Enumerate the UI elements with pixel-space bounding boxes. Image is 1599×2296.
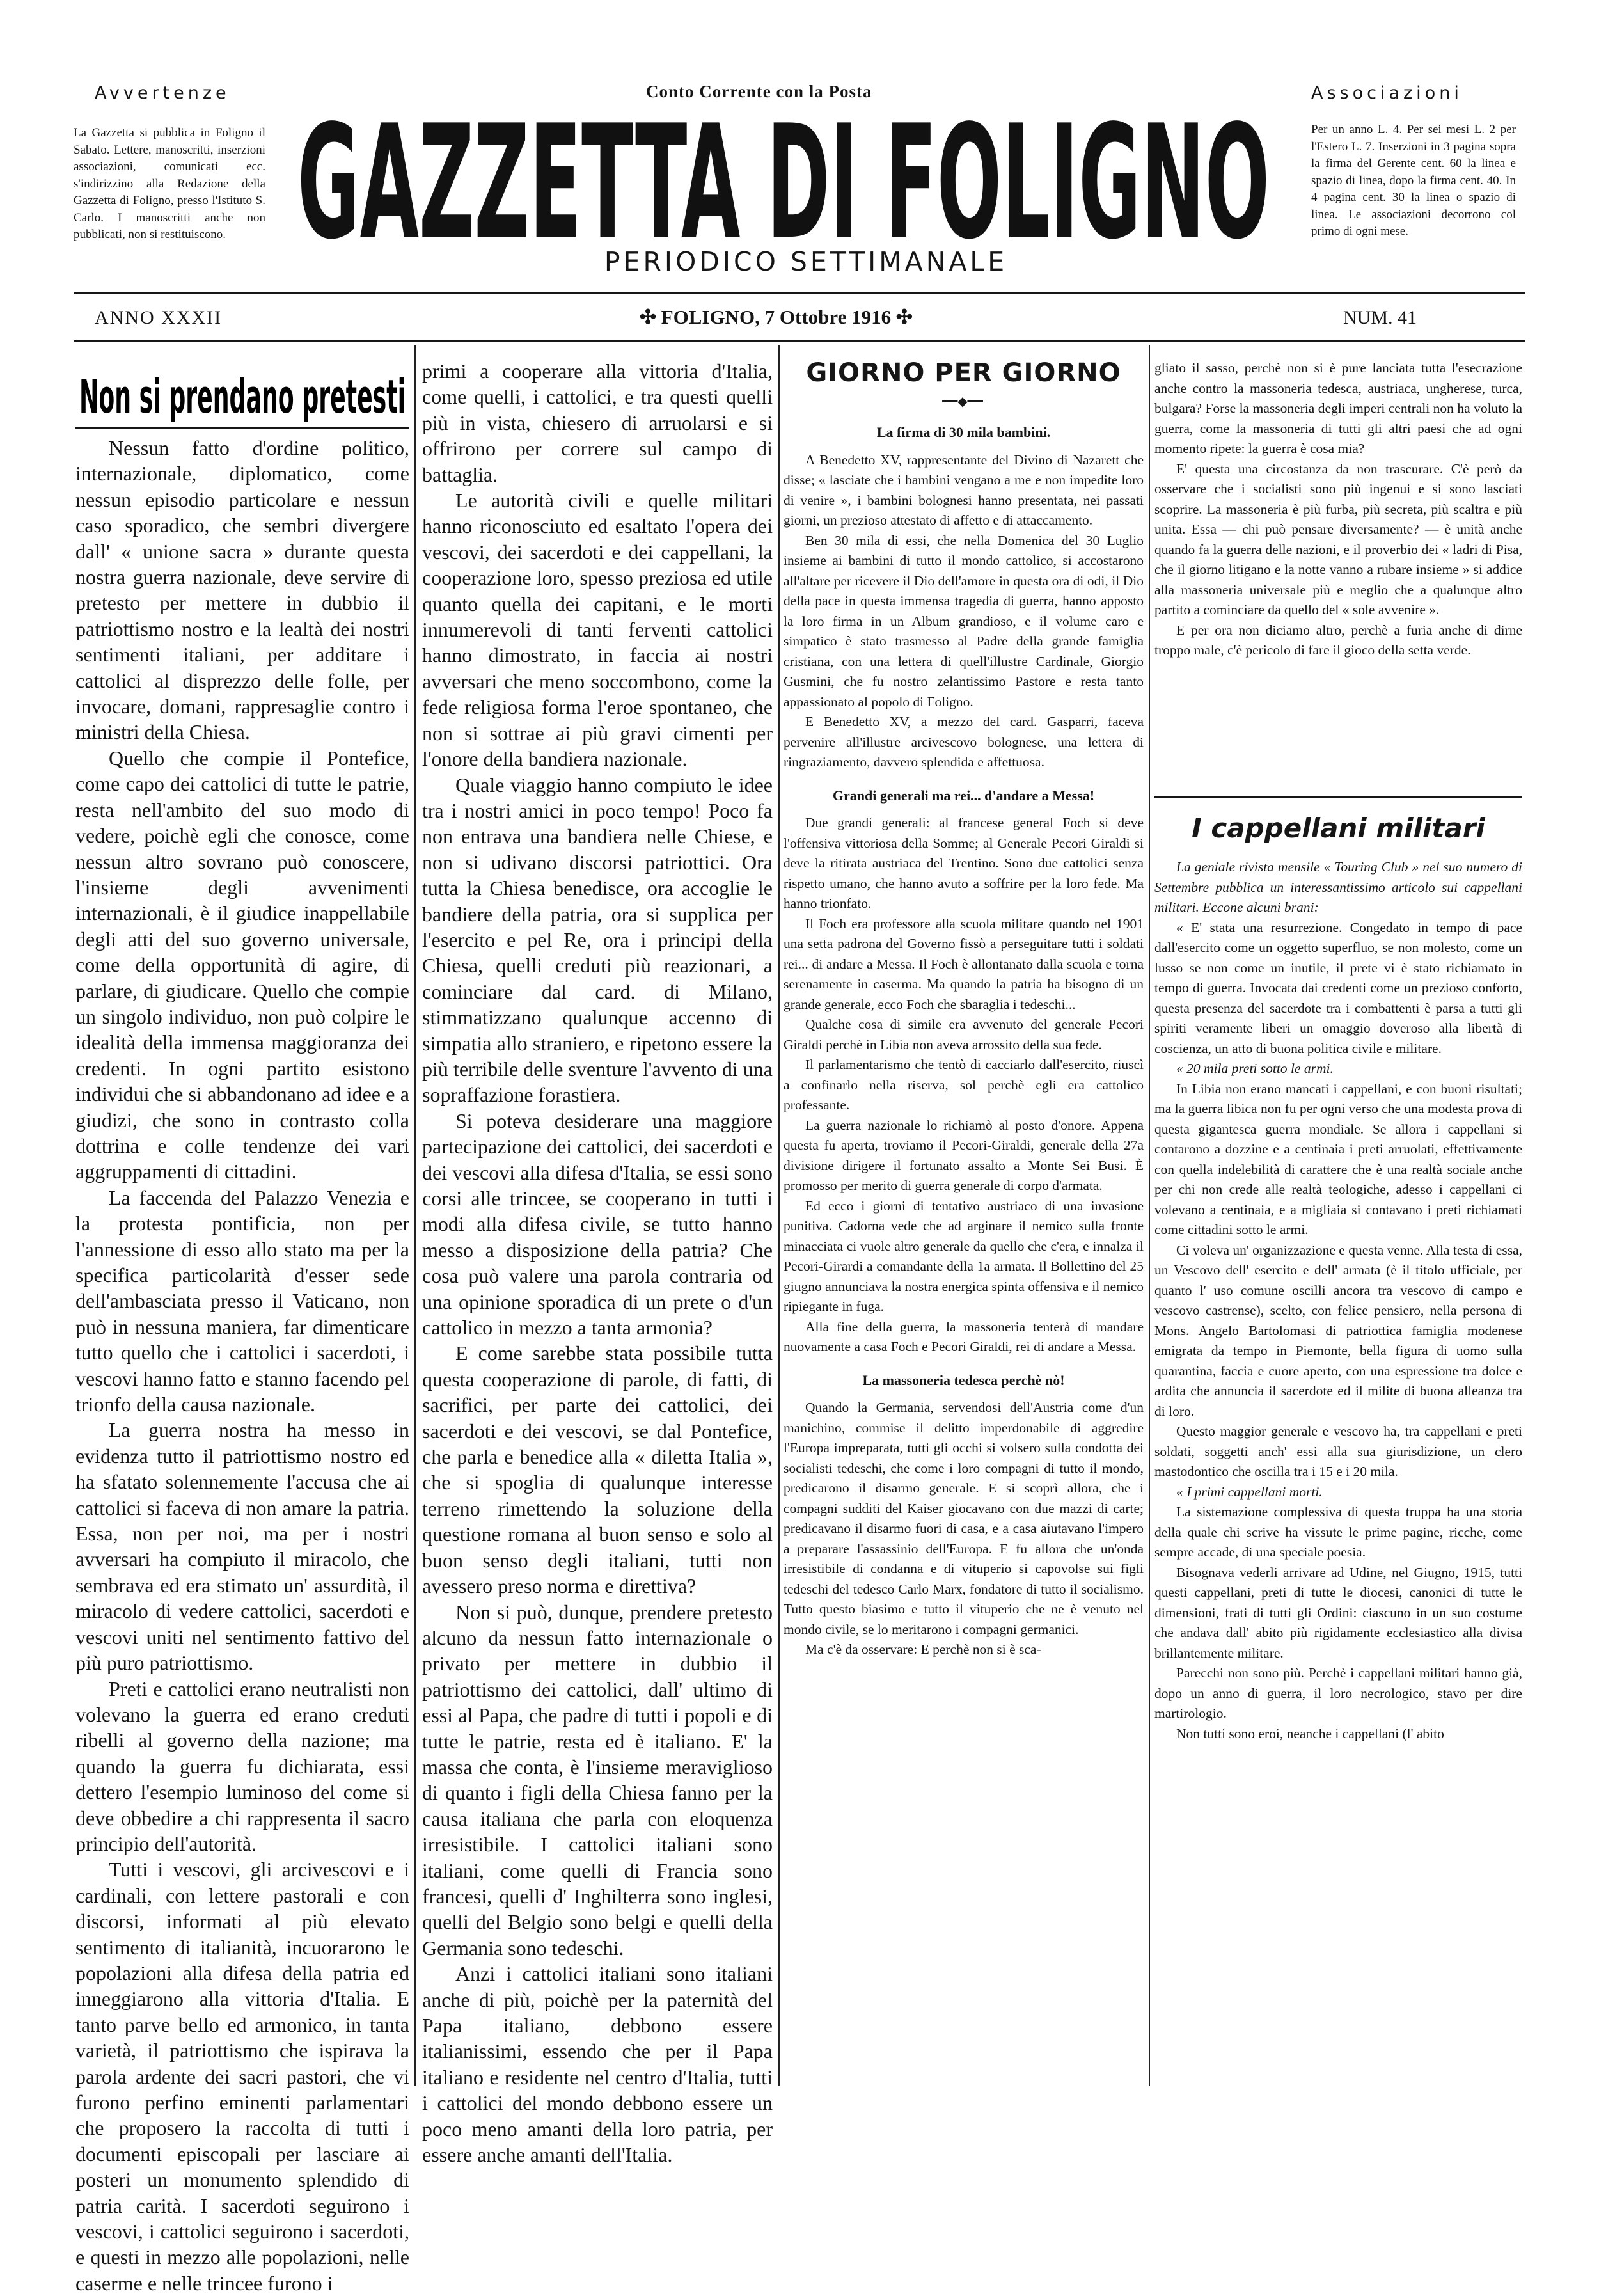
article-headline	[75, 361, 409, 422]
paragraph: Due grandi generali: al francese general Foch si deve l'offensiva vittoriosa della Somme; al Generale Pecori Giraldi si deve la ritirata austriaca del Trentino. Sono due cattolici senza rispetto umano, che hanno avuto a soffrire per la loro fede. Ma hanno trionfato.	[784, 815, 1144, 911]
section-rule	[1154, 796, 1522, 798]
paragraph: La guerra nostra ha messo in evidenza tutto il patriottismo nostro ed ha sfatato solennemente l'accusa che ai cattolici si faceva di non amare la patria. Essa, non per noi, ma per i nostri avversari ha compiuto il miracolo, che sembrava ed era stimato un' assurdità, il miracolo di vedere cattolici, sacerdoti e vescovi uniti nel sentimento fattivo del più puro patriottismo.	[75, 1418, 409, 1675]
dateline-number: NUM. 41	[1343, 307, 1417, 328]
section-ornament-icon: ━━◆━━	[942, 395, 983, 409]
masthead-left-label: Avvertenze	[95, 83, 230, 103]
newspaper-title	[291, 102, 1276, 269]
paragraph: Quello che compie il Pontefice, come capo dei cattolici di tutte le patrie, resta nell'ambito del suo modo di vedere, poichè egli che conosce, come nessun altro sovrano può conoscere, l'insieme degli avvenimenti internazionali, è il giudice inappellabile degli atti del suo governo universale, come della opportunità di agire, di parlare, di giudicare. Quello che compie un singolo individuo, non può colpire le idealità della immensa maggioranza dei credenti. In ogni partito esistono individui che si abbandonano ad idee e a giudizi, che sono in contrasto colla dottrina e colle tendenze dei vari aggruppamenti di cittadini.	[75, 746, 409, 1184]
paragraph: Parecchi non sono più. Perchè i cappellani militari hanno già, dopo un anno di guerra, il loro necrologico, stavo per dire martirologio.	[1154, 1665, 1522, 1721]
paragraph: Le autorità civili e quelle militari hanno riconosciuto ed esaltato l'opera dei vescovi, dei sacerdoti e dei cappellani, la cooperazione loro, spesso preziosa ed utile quanto quella dei capitani, e le morti innumerevoli di tanti ferventi cattolici hanno dimostrato, in faccia ai nostri avversari che meno soccombono, come la fede religiosa forma l'eroe spontaneo, che non si sottrae ai più gravi cimenti per l'onore della bandiera nazionale.	[422, 489, 773, 771]
ornament-left-icon: ✣	[640, 306, 661, 328]
paragraph: E Benedetto XV, a mezzo del card. Gasparri, faceva pervenire all'illustre arcivescovo bolognese, una lettera di ringraziamento, davvero splendida e affettuosa.	[784, 714, 1144, 770]
paragraph: Qualche cosa di simile era avvenuto del generale Pecori Giraldi perchè in Libia non aveva arrossito della sua fede.	[784, 1017, 1144, 1052]
paragraph: Il Foch era professore alla scuola militare quando nel 1901 una setta padrona del Governo fissò a perseguitare tutti i soldati rei... di andare a Messa. Il Foch è allontanato dalla scuola e torna serenamente in caserma. Ma quando la patria ha bisogno di un grande generale, ecco Foch che sbaraglia i tedeschi...	[784, 915, 1144, 1012]
article-column-2	[422, 358, 773, 2167]
column-rule-1	[414, 345, 416, 2086]
article-headline-text: Non si prendano pretesti	[79, 370, 406, 422]
paragraph: Non tutti sono eroi, neanche i cappellani (l' abito	[1176, 1725, 1444, 1741]
paragraph: Anzi i cattolici italiani sono italiani anche di più, poichè per la paternità del Papa italiano, debbono essere italianissimi, essendo che per il Papa italiano e residente nel centro d'Italia, tutti i cattolici del mondo debbono essere un poco meno amanti della loro patria, per essere anche amanti dell'Italia.	[422, 1962, 773, 2167]
paragraph: Ed ecco i giorni di tentativo austriaco di una invasione punitiva. Cadorna vede che ad arginare il nemico sulla fronte minacciata ci vuole altro generale da quello che c'era, e innalza il Pecori-Girardi a comandante della 1a armata. Il Bollettino del 25 giugno annunciava la nostra energica spinta offensiva e il nemico ripiegante in fuga.	[784, 1198, 1144, 1314]
dateline-rule	[74, 340, 1525, 342]
paragraph: E per ora non diciamo altro, perchè a furia anche di dirne troppo male, c'è pericolo di fare il gioco della setta verde.	[1154, 622, 1522, 658]
ornament-right-icon: ✣	[891, 306, 913, 328]
giorno-column	[784, 409, 1144, 1660]
paragraph: Preti e cattolici erano neutralisti non volevano la guerra ed erano creduti ribelli al governo della nazione; ma quando la guerra fu dichiarata, essi dettero l'esempio luminoso del come si deve obbedire a chi rappresenta il sacro principio dell'autorità.	[75, 1677, 409, 1855]
paragraph: Questo maggior generale e vescovo ha, tra cappellani e preti soldati, soggetti anch' essi alla sua giurisdizione, un clero mastodontico che oscilla tra i 15 e i 20 mila.	[1154, 1423, 1522, 1479]
column-rule-3	[1149, 345, 1150, 2086]
paragraph: Nessun fatto d'ordine politico, internazionale, diplomatico, come nessun episodio particolare e nessun caso sporadico, che sembri divergere dall' « unione sacra » durante questa nostra guerra nazionale, deve servire di pretesto per mettere in dubbio il patriottismo nostro e la lealtà dei nostri sentimenti italiani, per additare i cattolici al disprezzo delle folle, per invocare, domani, rappresaglie contro i ministri della Chiesa.	[75, 436, 409, 744]
dateline-year: ANNO XXXII	[95, 307, 223, 328]
paragraph: Bisognava vederli arrivare ad Udine, nel Giugno, 1915, tutti questi cappellani, preti di tutte le diocesi, canonici di tutte le dimensioni, frati di tutti gli Ordini: ciascuno in un suo costume che andava dall' abito più rigidamente ecclesiastico alla divisa brillantemente militare.	[1154, 1564, 1522, 1661]
paragraph: gliato il sasso, perchè non si è pure lanciata tutta l'esecrazione anche contro la massoneria tedesca, austriaca, ungherese, turca, bulgara? Forse la massoneria degli imperi centrali non ha voluto la guerra, come la massoneria di tutti gli altri paesi che ad ogni momento ripete: la guerra è cosa mia?	[1154, 360, 1522, 456]
masthead-left-note: La Gazzetta si pubblica in Foligno il Sabato. Lettere, manoscritti, inserzioni associazioni, comunicati ecc. s'indirizzino alla Redazione della Gazzetta di Foligno, presso l'Istituto S. Carlo. I manoscritti anche non pubblicati, non si restituiscono.	[74, 126, 265, 241]
paragraph: Si poteva desiderare una maggiore partecipazione dei cattolici, dei sacerdoti e dei vescovi alla difesa d'Italia, se essi sono corsi alle trincee, se cooperano in tutti i modi alla difesa civile, se tutto hanno messo a disposizione della patria? Che cosa può valere una parola contraria od una opinione sporadica di un prete o d'un cattolico in mezzo a tanta armonia?	[422, 1109, 773, 1340]
paragraph: primi a cooperare alla vittoria d'Italia, come quelli, i cattolici, e tra questi quelli più in vista, chiesero di arruolarsi e si offrirono per correre sul campo di battaglia.	[422, 360, 773, 486]
paragraph: Alla fine della guerra, la massoneria tenterà di mandare nuovamente a casa Foch e Pecori Giraldi, rei di andare a Messa.	[784, 1318, 1144, 1354]
paragraph: Non si può, dunque, prendere pretesto alcuno da nessun fatto internazionale o privato per mettere in dubbio il patriottismo dei cattolici, dall' ultimo di essi al Papa, che padre di tutti i popoli e di tutte le patrie, resta ed è italiano. E' la massa che conta, è l'insieme meraviglioso di quanto i figli della Chiesa fanno per la causa italiana che parla con eloquenza irresistibile. I cattolici italiani sono italiani, come quelli di Francia sono francesi, quelli d' Inghilterra sono inglesi, quelli del Belgio sono belgi e quelli della Germania sono tedeschi.	[422, 1600, 773, 1960]
subheading: La firma di 30 mila bambini.	[876, 424, 1051, 440]
paragraph: Ben 30 mila di essi, che nella Domenica del 30 Luglio insieme ai bambini di tutto il mondo cattolico, si accostarono all'altare per ricevere il Dio dell'amore in questa ora di odi, il Dio della pace in questa immensa tragedia di guerra, hanno apposto la loro firma in un Album grandioso, e il volume caro e simpatico è stato trasmesso al Padre della grande famiglia cristiana, con una lettera di quell'illustre Cardinale, Giorgio Gusmini, che fu nostro zelantissimo Pastore e resta tanto appassionato al popolo di Foligno.	[784, 532, 1144, 709]
paragraph: In Libia non erano mancati i cappellani, e con buoni risultati; ma la guerra libica non fu per ogni verso che una modesta prova di questa gigantesca guerra mondiale. Se allora i cappellani si contarono a dozzine e a centinaia i preti arruolati, effettivamente con quella indelebilità di carattere che è una realtà sociale anche per chi non crede alle realtà teologiche, adesso i cappellani ci volevano a centinaia, e a migliaia si contavano i preti richiamati come cittadini sotto le armi.	[1154, 1081, 1522, 1237]
masthead-center-label: Conto Corrente con la Posta	[646, 82, 872, 101]
paragraph: A Benedetto XV, rappresentante del Divino di Nazarett che disse; « lasciate che i bambini vengano a me e non impedite loro di venire », i bambini bolognesi hanno presentata, nei passati giorni, un prezioso attestato di affetto e di attaccamento.	[784, 452, 1144, 528]
cappellani-column	[1154, 857, 1522, 1744]
dateline-date	[640, 306, 913, 329]
paragraph: E' questa una circostanza da non trascurare. C'è però da osservare che i socialisti sono più ingenui e si sono lasciati scoprire. La massoneria è più furba, più secreta, più scaltra e più unita. Essa — chi può pensare diversamente? — è unità anche quando fa la guerra delle nazioni, e il proverbio dei « ladri di Pisa, che il giorno litigano e la notte vanno a rubare insieme » si addice alla massoneria universale più e meglio che a qualunque altro partito a cominciare da quello del « sole avvenire ».	[1154, 461, 1522, 617]
masthead-right-label: Associazioni	[1311, 83, 1463, 103]
paragraph: Ma c'è da osservare: E perchè non si è sca-	[805, 1642, 1041, 1657]
paragraph: « E' stata una resurrezione. Congedato in tempo di pace dall'esercito come un oggetto superfluo, se non molesto, come un lusso se non come un inutile, il prete vi è stato richiamato in tempo di guerra. Invocata dai credenti come un prezioso conforto, questa presenza del sacerdote tra i combattenti è parsa a tutti gli spiriti veramente liberi un omaggio doveroso alla libertà di coscienza, un atto di buona politica civile e militare.	[1154, 919, 1522, 1056]
subheading: La massoneria tedesca perchè nò!	[862, 1372, 1065, 1388]
paragraph: E come sarebbe stata possibile tutta questa cooperazione di parole, di fatti, di sacrifici, per parte dei cattolici, dei sacerdoti e dei vescovi, se dal Pontefice, che parla e benedice alla « diletta Italia », che si spoglia di qualunque interesse terreno rimettendo la soluzione della questione romana al buon senso e solo al buon senso degli italiani, tutti non avessero preso norma e direttiva?	[422, 1342, 773, 1598]
intro-paragraph: La geniale rivista mensile « Touring Club » nel suo numero di Settembre pubblica un interessantissimo articolo sui cappellani militari. Eccone alcuni brani:	[1154, 859, 1522, 915]
paragraph: La sistemazione complessiva di questa truppa ha una storia della quale chi scrive ha vissute le prime pagine, ricche, come sempre accade, di una speciale poesia.	[1154, 1504, 1522, 1560]
masthead-rule	[74, 292, 1525, 294]
subheading: « 20 mila preti sotto le armi.	[1176, 1061, 1334, 1076]
paragraph: La guerra nazionale lo richiamò al posto d'onore. Appena questa fu aperta, troviamo il Pecori-Giraldi, generale della 27a divisione dirigere il fortunato assalto a Monte Sei Busi. È promosso per merito di guerra generale di corpo d'armata.	[784, 1117, 1144, 1193]
headline-rule	[75, 427, 409, 429]
cappellani-headline: I cappellani militari	[1192, 812, 1485, 844]
column-rule-2	[778, 345, 780, 2086]
section-headline: GIORNO PER GIORNO	[806, 358, 1121, 388]
masthead-right-note: Per un anno L. 4. Per sei mesi L. 2 per l'Estero L. 7. Inserzioni in 3 pagina sopra la firma del Gerente cent. 60 la linea e spazio di linea, dopo la firma cent. 40. In 4 pagina cent. 30 la linea o spazio di linea. Le associazioni decorrono col primo di ogni mese.	[1311, 123, 1516, 238]
paragraph: Il parlamentarismo che tentò di cacciarlo dall'esercito, riuscì a confinarlo nella riserva, sol perchè egli era cattolico professante.	[784, 1057, 1144, 1112]
paragraph: Ci voleva un' organizzazione e questa venne. Alla testa di essa, un Vescovo dell' esercito e dell' armata (è il titolo ufficiale, per quanto l' uso comune oscilli ancora tra vescovo di campo e vescovo castrense), scelto, con felice pensiero, nella persona di Mons. Angelo Bartolomasi di patriottica famiglia modenese emigrata da tempo in Piemonte, bella figura di uomo sulla quarantina, faccia e cuore aperto, con una espressione tra dolce e ardita che annuncia il sacerdote ed il milite di buona alleanza tra di loro.	[1154, 1242, 1522, 1419]
paragraph: La faccenda del Palazzo Venezia e la protesta pontificia, non per l'annessione di esso allo stato ma per la specifica particolarità d'esser sede dell'ambasciata presso il Vaticano, non può in nessuna maniera, far dimenticare tutto quello che i cattolici i sacerdoti, i vescovi hanno fatto e stanno facendo pel trionfo della causa nazionale.	[75, 1185, 409, 1416]
newspaper-subtitle: PERIODICO SETTIMANALE	[604, 246, 1008, 277]
subheading: « I primi cappellani morti.	[1176, 1484, 1323, 1500]
newspaper-title-text: GAZZETTA DI FOLIGNO	[297, 102, 1270, 269]
paragraph: Quale viaggio hanno compiuto le idee tra i nostri amici in poco tempo! Poco fa non entrava una bandiera nelle Chiese, e non si udivano discorsi patriottici. Ora tutta la Chiesa benedisce, ora accoglie le bandiere della patria, ora si supplica per l'esercito e pel Re, ora i principi della Chiesa, quelli creduti più reazionari, a cominciare dal card. di Milano, stimmatizzano qualunque accenno di simpatia allo straniero, e ripetono essere la più terribile delle sventure l'avvento di una sopraffazione forastiera.	[422, 773, 773, 1107]
column-4-top	[1154, 358, 1522, 661]
subheading: Grandi generali ma rei... d'andare a Messa!	[832, 787, 1095, 804]
paragraph: Quando la Germania, servendosi dell'Austria come d'un manichino, commise il delitto imperdonabile di aggredire l'Europa impreparata, tutti gli occhi si volsero sulla condotta dei socialisti tedeschi, che come i loro compagni di tutto il mondo, predicarono il disarmo generale. E si scoprì allora, che i compagni sudditi del Kaiser giocavano con due mazzi di carte; predicavano il disarmo fuori di casa, e a casa aiutavano l'impero a preparare l'assassinio dell'Europa. E fu allora che un'onda irresistibile di condanna e di vituperio si capovolse sui figli tedeschi del tedesco Carlo Marx, fondatore di tutto il socialismo. Tutto questo biasimo e tutto il vituperio che ne è venuto nel mondo civile, se lo meritarono i compagni germanici.	[784, 1400, 1144, 1637]
dateline-place-date: FOLIGNO, 7 Ottobre 1916	[661, 306, 892, 328]
paragraph: Tutti i vescovi, gli arcivescovi e i cardinali, con lettere pastorali e con discorsi, informati al più elevato sentimento di italianità, incuorarono le popolazioni alla difesa della patria ed inneggiarono alla vittoria d'Italia. E tanto parve bello ed armonico, in tanta varietà, il patriottismo che ispirava la parola ardente dei sacri pastori, che vi furono perfino eminenti parlamentari che proposero la raccolta di tutti i documenti episcopali per lasciare ai posteri un monumento splendido di patria carità. I sacerdoti seguirono i vescovi, i cattolici seguirono i sacerdoti, e questi in mezzo alle popolazioni, nelle caserme e nelle trincee furono i	[75, 1858, 409, 2295]
article-column-1	[75, 435, 409, 2296]
